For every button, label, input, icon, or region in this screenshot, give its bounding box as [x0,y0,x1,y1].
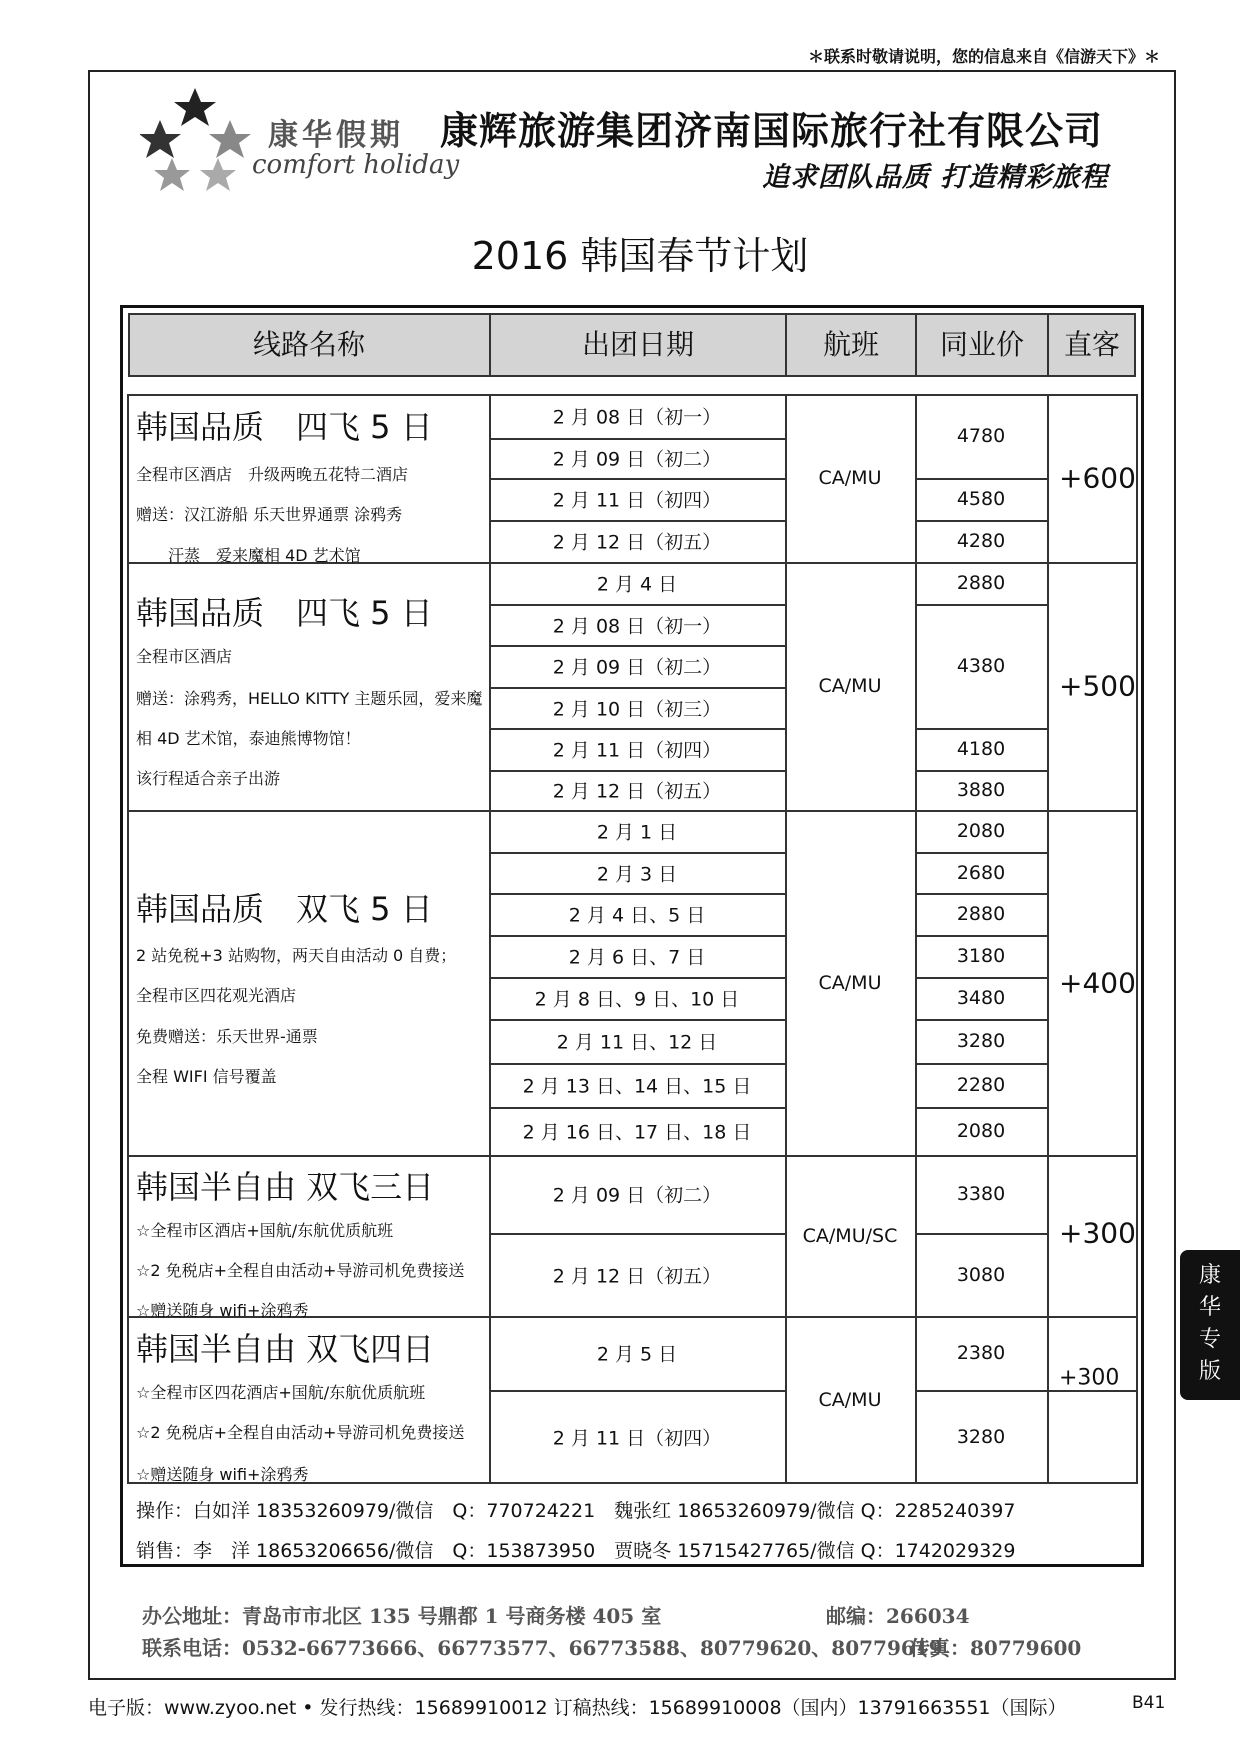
column-divider [1047,394,1049,1484]
office-fax: 传真：80779600 [910,1636,1082,1660]
office-postcode: 邮编：266034 [826,1604,970,1628]
route-detail: ☆2 免税店+全程自由活动+导游司机免费接送 [136,1261,465,1280]
side-tab-char: 专 [1198,1327,1221,1352]
row-divider [915,604,1047,606]
flight-code: CA/MU/SC [802,1224,898,1247]
departure-date: 2 月 11 日（初四） [552,489,722,512]
direct-markup: +400 [1059,966,1136,1000]
route-detail: 全程市区酒店 [136,647,233,666]
row-divider [915,478,1047,480]
side-tab [1180,1250,1240,1400]
route-detail: ☆全程市区酒店+国航/东航优质航班 [136,1221,394,1240]
header-divider [785,313,787,377]
route-detail: ☆赠送随身 wifi+涂鸦秀 [136,1301,309,1320]
peer-price: 2880 [956,903,1006,925]
row-divider [915,935,1047,937]
departure-date: 2 月 8 日、9 日、10 日 [534,988,740,1011]
departure-date: 2 月 11 日、12 日 [556,1031,718,1054]
column-divider [785,394,787,1484]
direct-markup: +500 [1059,669,1136,703]
departure-date: 2 月 11 日（初四） [552,1427,722,1450]
departure-date: 2 月 16 日、17 日、18 日 [522,1121,752,1144]
route-title: 韩国半自由 双飞三日 [136,1168,435,1206]
group-divider [127,810,1137,812]
row-divider [915,770,1047,772]
contact-operation: 操作：白如洋 18353260979/微信 Q：770724221 魏张红 18653260979/微信 Q：2285240397 [136,1500,1016,1522]
route-detail: 全程市区酒店 升级两晚五花特二酒店 [136,465,409,484]
departure-date: 2 月 12 日（初五） [552,780,722,803]
column-divider [915,394,917,1484]
publisher-info: 电子版：www.zyoo.net • 发行热线：15689910012 订稿热线：15689910008（国内）13791663551（国际） [88,1697,1067,1719]
route-title: 韩国品质 四飞 5 日 [136,408,433,446]
route-title: 韩国半自由 双飞四日 [136,1330,435,1368]
route-title: 韩国品质 双飞 5 日 [136,890,433,928]
row-divider [915,1390,1047,1392]
peer-price: 2680 [956,861,1006,884]
peer-price: 3880 [956,779,1006,801]
office-phone: 联系电话：0532-66773666、66773577、66773588、80779620、80779619 [142,1636,943,1660]
row-divider [489,728,785,730]
row-divider [489,478,785,480]
peer-price: 4280 [956,530,1006,552]
peer-price: 2080 [956,1120,1006,1142]
row-divider [489,935,785,937]
column-header-flight: 航班 [822,328,879,361]
company-slogan: 追求团队品质 打造精彩旅程 [762,162,1109,193]
row-divider [489,770,785,772]
row-divider [915,977,1047,979]
departure-date: 2 月 6 日、7 日 [568,946,706,969]
direct-markup: +300 [1059,1365,1120,1391]
row-divider [489,1107,785,1109]
company-name: 康辉旅游集团济南国际旅行社有限公司 [440,108,1104,153]
peer-price: 4580 [956,488,1006,510]
flight-code: CA/MU [818,467,882,489]
header-divider [1047,313,1049,377]
route-detail: 全程市区四花观光酒店 [136,986,297,1005]
row-divider [915,520,1047,522]
column-header-price: 同业价 [939,328,1024,361]
row-divider [915,852,1047,854]
group-divider [127,1155,1137,1157]
row-divider [489,1063,785,1065]
peer-price: 4180 [956,738,1006,760]
peer-price: 2280 [956,1074,1006,1096]
logo-chinese: 康华假期 [268,118,404,153]
peer-price: 4780 [956,425,1006,447]
peer-price: 2080 [956,820,1006,842]
peer-price: 3180 [956,945,1006,967]
peer-price: 3380 [956,1183,1006,1205]
route-title: 韩国品质 四飞 5 日 [136,594,433,632]
row-divider [489,687,785,689]
route-detail: ☆2 免税店+全程自由活动+导游司机免费接送 [136,1423,465,1442]
row-divider [1047,1390,1137,1392]
route-detail: 赠送：涂鸦秀，HELLO KITTY 主题乐园，爱来魔 [136,689,483,708]
departure-date: 2 月 5 日 [596,1343,678,1366]
route-detail: 2 站免税+3 站购物，两天自由活动 0 自费； [136,946,457,965]
side-tab-char: 康 [1198,1263,1221,1288]
row-divider [489,438,785,440]
column-header-date: 出团日期 [581,328,694,361]
route-detail: ☆全程市区四花酒店+国航/东航优质航班 [136,1383,426,1402]
column-divider [489,394,491,1484]
departure-date: 2 月 3 日 [596,863,678,885]
route-detail: 汗蒸 爱来魔相 4D 艺术馆 [136,546,361,565]
row-divider [489,604,785,606]
row-divider [489,645,785,647]
departure-date: 2 月 4 日、5 日 [568,904,706,927]
peer-price: 3480 [956,987,1006,1009]
route-detail: 免费赠送：乐天世界-通票 [136,1027,318,1046]
row-divider [915,728,1047,730]
peer-price: 3080 [956,1263,1006,1286]
departure-date: 2 月 13 日、14 日、15 日 [522,1075,752,1098]
row-divider [489,977,785,979]
row-divider [489,1233,785,1235]
row-divider [915,1233,1047,1235]
departure-date: 2 月 08 日（初一） [552,615,722,637]
row-divider [915,1019,1047,1021]
row-divider [489,520,785,522]
top-note: ＊联系时敬请说明，您的信息来自《信游天下》＊ [807,47,1160,66]
peer-price: 3280 [956,1426,1006,1448]
row-divider [489,852,785,854]
direct-markup: +300 [1059,1216,1136,1250]
office-address: 办公地址：青岛市市北区 135 号鼎都 1 号商务楼 405 室 [142,1604,662,1628]
departure-date: 2 月 12 日（初五） [552,531,722,554]
row-divider [489,1019,785,1021]
row-divider [915,893,1047,895]
route-detail: 赠送：汉江游船 乐天世界通票 涂鸦秀 [136,505,403,524]
departure-date: 2 月 09 日（初二） [552,448,722,471]
route-detail: 该行程适合亲子出游 [136,769,281,788]
row-divider [915,1107,1047,1109]
row-divider [489,893,785,895]
flight-code: CA/MU [818,971,882,994]
route-detail: 相 4D 艺术馆，泰迪熊博物馆！ [136,729,361,748]
contact-sales: 销售：李 洋 18653206656/微信 Q：153873950 贾晓冬 15715427765/微信 Q：1742029329 [136,1540,1016,1562]
peer-price: 2880 [956,572,1006,594]
route-detail: ☆赠送随身 wifi+涂鸦秀 [136,1465,309,1484]
logo-english: comfort holiday [252,150,460,180]
peer-price: 4380 [956,655,1006,677]
page-number: B41 [1132,1693,1166,1713]
peer-price: 3280 [956,1030,1006,1052]
departure-date: 2 月 11 日（初四） [552,739,722,762]
departure-date: 2 月 1 日 [596,821,678,844]
side-tab-char: 版 [1198,1359,1221,1384]
direct-markup: +600 [1059,461,1136,495]
flight-code: CA/MU [818,1389,882,1411]
header-divider [489,313,491,377]
row-divider [915,1063,1047,1065]
flight-code: CA/MU [818,675,882,697]
peer-price: 2380 [956,1342,1006,1364]
page-title: 2016 韩国春节计划 [471,234,809,278]
departure-date: 2 月 09 日（初二） [552,1184,722,1207]
departure-date: 2 月 08 日（初一） [552,406,722,429]
departure-date: 2 月 09 日（初二） [552,656,722,679]
column-header-direct: 直客 [1063,328,1120,361]
departure-date: 2 月 12 日（初五） [552,1265,722,1287]
side-tab-char: 华 [1198,1295,1221,1320]
column-header-route: 线路名称 [252,328,365,361]
route-detail: 全程 WIFI 信号覆盖 [136,1067,277,1086]
departure-date: 2 月 10 日（初三） [552,698,722,720]
header-divider [915,313,917,377]
row-divider [489,1390,785,1392]
departure-date: 2 月 4 日 [596,573,678,596]
